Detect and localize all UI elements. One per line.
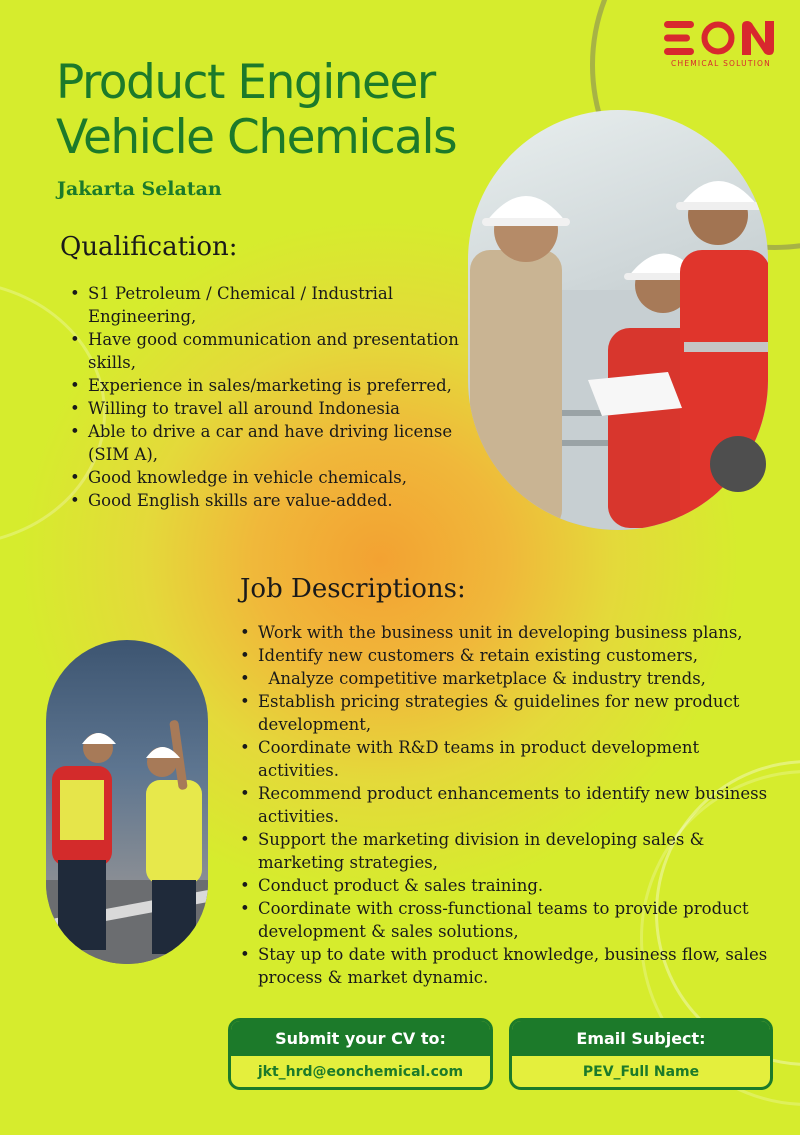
field-workers-photo <box>46 640 208 964</box>
job-description-item: • Analyze competitive marketplace & industry trends, <box>238 667 778 690</box>
decorative-dot <box>710 436 766 492</box>
submit-cv-label: Submit your CV to: <box>231 1021 490 1056</box>
eon-logo-mark <box>662 18 780 58</box>
job-title-line-2: Vehicle Chemicals <box>56 110 457 165</box>
eon-logo <box>662 18 780 68</box>
email-subject-box <box>509 1018 773 1090</box>
email-subject-label: Email Subject: <box>512 1021 770 1056</box>
job-descriptions-heading: Job Descriptions: <box>240 574 466 604</box>
job-description-item: • Support the marketing division in developing sales & marketing strategies, <box>238 828 778 874</box>
job-description-item: • Establish pricing strategies & guidelines for new product development, <box>238 690 778 736</box>
qualification-item: • S1 Petroleum / Chemical / Industrial Engineering, <box>68 282 463 328</box>
qualification-item: • Willing to travel all around Indonesia <box>68 397 463 420</box>
field-workers-illustration <box>46 640 208 964</box>
job-description-item: • Work with the business unit in developing business plans, <box>238 621 778 644</box>
job-description-item: • Conduct product & sales training. <box>238 874 778 897</box>
qualification-item: • Good knowledge in vehicle chemicals, <box>68 466 463 489</box>
email-subject-value: PEV_Full Name <box>582 1063 700 1080</box>
logo-tagline: CHEMICAL SOLUTION <box>671 59 771 68</box>
qualification-item: • Have good communication and presentation skills, <box>68 328 463 374</box>
job-title-line-1: Product Engineer <box>56 55 435 110</box>
submit-cv-email: jkt_hrd@eonchemical.com <box>257 1063 464 1080</box>
submit-cv-box <box>228 1018 493 1090</box>
qualification-heading: Qualification: <box>60 232 238 262</box>
qualification-item: • Experience in sales/marketing is preferred, <box>68 374 463 397</box>
job-description-item: • Coordinate with R&D teams in product development activities. <box>238 736 778 782</box>
qualification-list <box>68 282 463 512</box>
qualification-item: • Good English skills are value-added. <box>68 489 463 512</box>
job-location: Jakarta Selatan <box>57 178 222 200</box>
job-description-item: • Identify new customers & retain existing customers, <box>238 644 778 667</box>
job-descriptions-list <box>238 621 778 989</box>
job-description-item: • Coordinate with cross-functional teams to provide product development & sales solutions, <box>238 897 778 943</box>
job-title <box>56 55 456 165</box>
job-description-item: • Stay up to date with product knowledge, business flow, sales process & market dynamic. <box>238 943 778 989</box>
job-description-item: • Recommend product enhancements to identify new business activities. <box>238 782 778 828</box>
qualification-item: • Able to drive a car and have driving license (SIM A), <box>68 420 463 466</box>
